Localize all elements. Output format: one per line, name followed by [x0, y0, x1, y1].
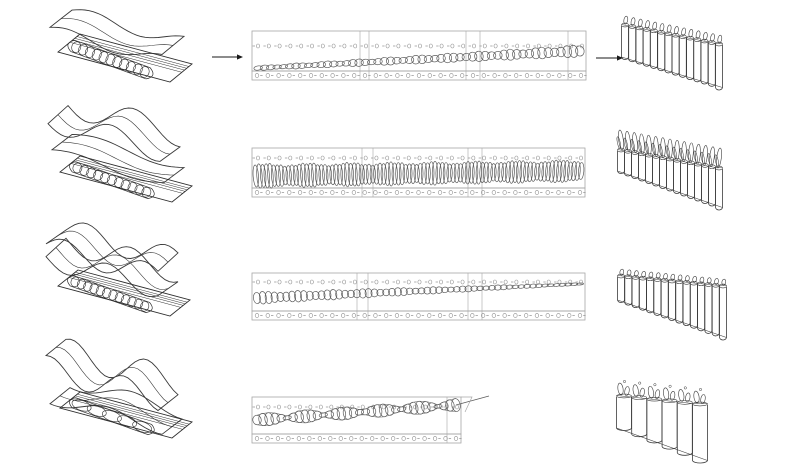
row-2-unrolled-cut-pattern	[252, 148, 586, 197]
process-arrow-2	[596, 55, 623, 60]
row-4-formed-tubes-3d	[617, 380, 708, 463]
row-1-layered-source-3d	[50, 10, 192, 82]
row-4-unrolled-cut-pattern	[252, 396, 489, 443]
row-4-layered-source-3d	[46, 339, 192, 438]
row-3-unrolled-cut-pattern	[252, 273, 586, 320]
row-3-formed-tubes-3d	[618, 269, 727, 340]
row-2-formed-tubes-3d	[616, 130, 722, 210]
row-2-layered-source-3d	[48, 106, 192, 202]
row-1-unrolled-cut-pattern	[252, 31, 587, 80]
process-arrow-1	[212, 54, 243, 59]
row-3-layered-source-3d	[46, 223, 190, 316]
row-1-formed-tubes-3d	[622, 16, 723, 90]
